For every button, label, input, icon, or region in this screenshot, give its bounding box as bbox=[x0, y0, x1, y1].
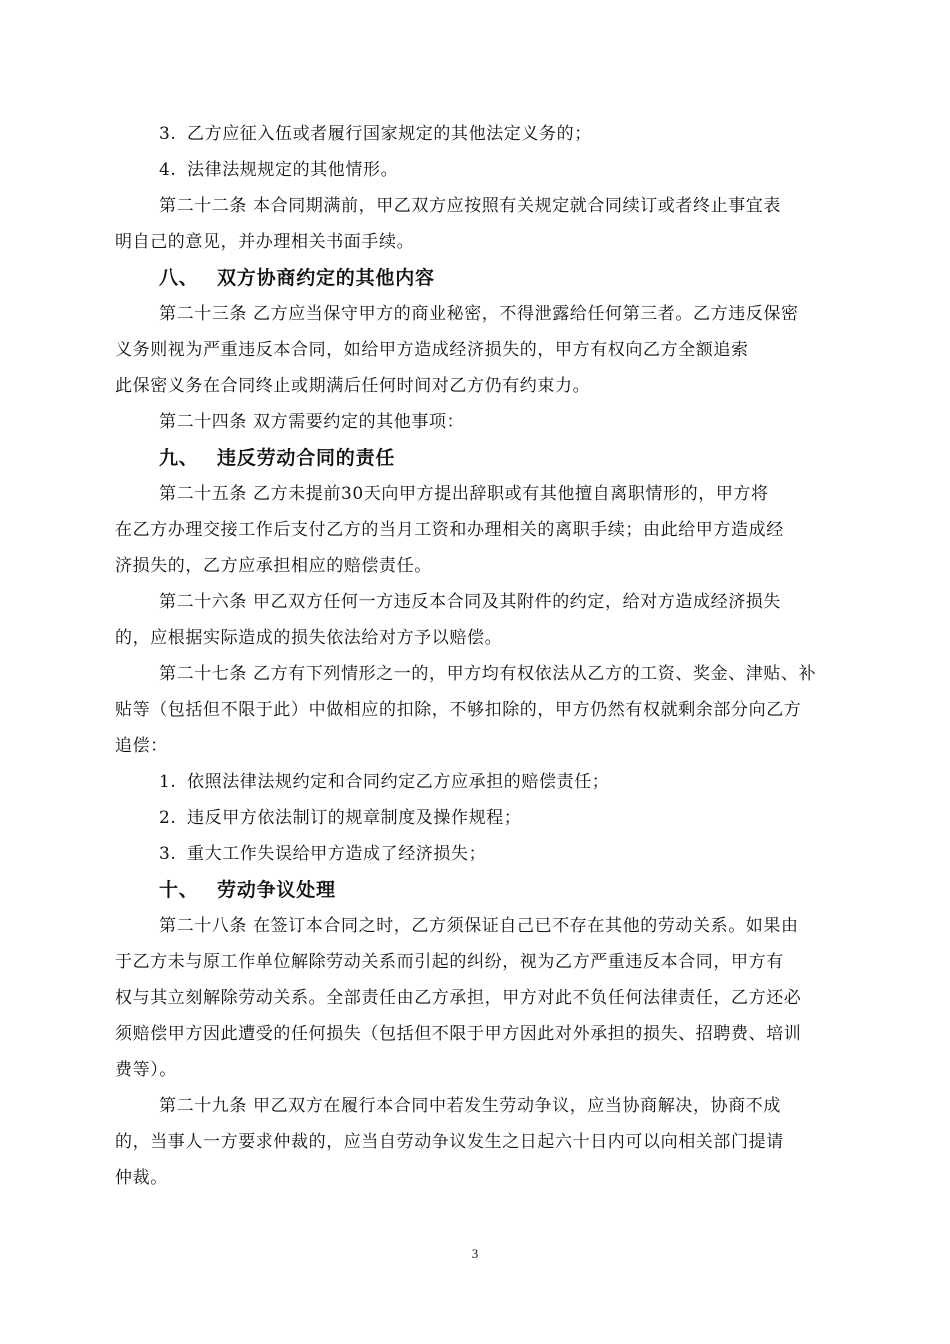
paragraph bbox=[115, 1088, 835, 1196]
paragraph-line: 须赔偿甲方因此遭受的任何损失（包括但不限于甲方因此对外承担的损失、招聘费、培训 bbox=[115, 1024, 802, 1044]
list-item-text: 乙方应征入伍或者履行国家规定的其他法定义务的； bbox=[187, 124, 592, 144]
section-heading bbox=[115, 872, 835, 908]
list-item bbox=[115, 836, 835, 872]
paragraph-line: 第二十八条 在签订本合同之时，乙方须保证自己已不存在其他的劳动关系。如果由 bbox=[159, 916, 799, 936]
paragraph bbox=[115, 908, 835, 1088]
section-title: 劳动争议处理 bbox=[217, 879, 336, 901]
paragraph-line: 第二十三条 乙方应当保守甲方的商业秘密，不得泄露给任何第三者。乙方违反保密 bbox=[159, 304, 799, 324]
paragraph-line: 此保密义务在合同终止或期满后任何时间对乙方仍有约束力。 bbox=[115, 376, 591, 396]
page-number: 3 bbox=[471, 1246, 479, 1261]
paragraph-line: 的，应根据实际造成的损失依法给对方予以赔偿。 bbox=[115, 628, 503, 648]
list-item-text: 重大工作失误给甲方造成了经济损失； bbox=[187, 844, 487, 864]
paragraph-line: 第二十七条 乙方有下列情形之一的，甲方均有权依法从乙方的工资、奖金、津贴、补 bbox=[159, 664, 817, 684]
paragraph bbox=[115, 656, 835, 764]
section-number: 十、 bbox=[159, 879, 199, 901]
document-body bbox=[115, 116, 835, 1196]
paragraph-line: 权与其立刻解除劳动关系。全部责任由乙方承担，甲方对此不负任何法律责任，乙方还必 bbox=[115, 988, 802, 1008]
paragraph-line: 仲裁。 bbox=[115, 1168, 168, 1188]
list-item bbox=[115, 116, 835, 152]
section-heading bbox=[115, 260, 835, 296]
paragraph-line: 在乙方办理交接工作后支付乙方的当月工资和办理相关的离职手续；由此给甲方造成经 bbox=[115, 520, 784, 540]
section-title: 违反劳动合同的责任 bbox=[217, 447, 396, 469]
list-item bbox=[115, 152, 835, 188]
list-item-number: 2. bbox=[159, 808, 177, 828]
paragraph-line: 费等）。 bbox=[115, 1060, 177, 1080]
section-title: 双方协商约定的其他内容 bbox=[217, 267, 435, 289]
list-item bbox=[115, 800, 835, 836]
paragraph bbox=[115, 188, 835, 260]
paragraph-line: 济损失的，乙方应承担相应的赔偿责任。 bbox=[115, 556, 432, 576]
paragraph bbox=[115, 584, 835, 656]
paragraph-line: 义务则视为严重违反本合同，如给甲方造成经济损失的，甲方有权向乙方全额追索 bbox=[115, 340, 749, 360]
paragraph-line: 于乙方未与原工作单位解除劳动关系而引起的纠纷，视为乙方严重违反本合同，甲方有 bbox=[115, 952, 784, 972]
list-item-number: 3. bbox=[159, 844, 177, 864]
list-item-text: 法律法规规定的其他情形。 bbox=[187, 160, 399, 180]
paragraph-line: 第二十四条 双方需要约定的其他事项： bbox=[159, 412, 465, 432]
paragraph-line: 第二十二条 本合同期满前，甲乙双方应按照有关规定就合同续订或者终止事宜表 bbox=[159, 196, 782, 216]
section-number: 九、 bbox=[159, 447, 199, 469]
paragraph-line: 第二十九条 甲乙双方在履行本合同中若发生劳动争议，应当协商解决，协商不成 bbox=[159, 1096, 782, 1116]
list-item-text: 依照法律法规约定和合同约定乙方应承担的赔偿责任； bbox=[187, 772, 610, 792]
paragraph-line: 贴等（包括但不限于此）中做相应的扣除，不够扣除的，甲方仍然有权就剩余部分向乙方 bbox=[115, 700, 802, 720]
paragraph bbox=[115, 404, 835, 440]
section-heading bbox=[115, 440, 835, 476]
section-number: 八、 bbox=[159, 267, 199, 289]
paragraph-line: 的，当事人一方要求仲裁的，应当自劳动争议发生之日起六十日内可以向相关部门提请 bbox=[115, 1132, 784, 1152]
list-item-number: 4. bbox=[159, 160, 177, 180]
paragraph bbox=[115, 476, 835, 584]
paragraph-line: 第二十六条 甲乙双方任何一方违反本合同及其附件的约定，给对方造成经济损失 bbox=[159, 592, 782, 612]
list-item bbox=[115, 764, 835, 800]
paragraph-line: 第二十五条 乙方未提前30天向甲方提出辞职或有其他擅自离职情形的，甲方将 bbox=[159, 484, 769, 504]
paragraph bbox=[115, 296, 835, 404]
list-item-text: 违反甲方依法制订的规章制度及操作规程； bbox=[187, 808, 522, 828]
list-item-number: 3. bbox=[159, 124, 177, 144]
list-item-number: 1. bbox=[159, 772, 177, 792]
paragraph-line: 追偿： bbox=[115, 736, 168, 756]
paragraph-line: 明自己的意见，并办理相关书面手续。 bbox=[115, 232, 415, 252]
